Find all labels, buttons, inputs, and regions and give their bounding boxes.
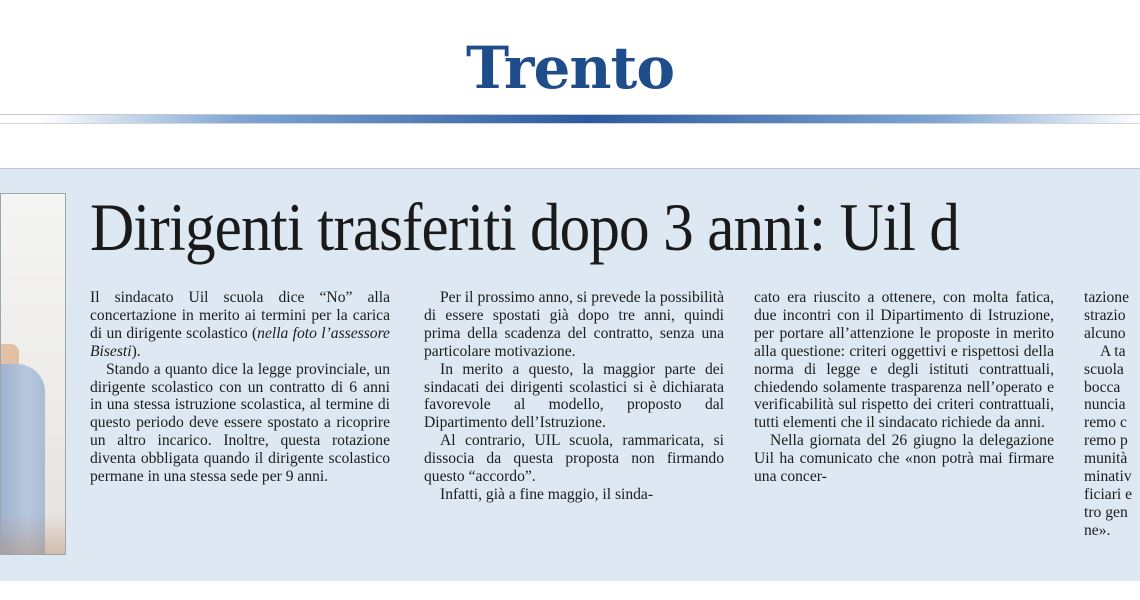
section-title: Trento <box>465 34 675 102</box>
paragraph <box>90 289 390 361</box>
column-line: ficiari e <box>1084 485 1133 503</box>
paragraph: In merito a questo, la maggior parte dei sindacati dei dirigenti scolastici si è dichiarata favorevole al modello, proposto dal Dipartimento dell’Istruzione. <box>424 360 724 432</box>
paragraph-text: Il sindacato Uil scuola dice “No” alla concertazione in merito ai termini per la carica di un dirigente scolastico ( <box>90 289 390 342</box>
column-line: bocca <box>1084 378 1121 396</box>
photo-shade-shape <box>1 514 65 554</box>
column-line: alcuno <box>1084 324 1126 342</box>
paragraph: Al contrario, UIL scuola, rammaricata, si dissocia da questa proposta non firmando questo “accordo”. <box>424 432 724 486</box>
masthead <box>0 0 1140 168</box>
masthead-rule-bottom <box>0 123 1140 124</box>
article-column-3 <box>754 289 1054 486</box>
column-line: remo p <box>1084 432 1128 450</box>
paragraph-text: ). <box>131 342 141 360</box>
article-box <box>0 168 1140 581</box>
article-column-1 <box>90 289 390 486</box>
photo-caption: nella foto l’assessore Bisesti <box>90 324 390 360</box>
paragraph: cato era riuscito a ottenere, con molta fatica, due incontri con il Dipartimento di Istruzione, per portare all’attenzione le proposte in merito alla questione: criteri oggettivi e rispettosi della norma di legge e degli istituti contrattuali, chiedendo solamente trasparenza nell’operato e verificabilità sul rispetto dei criteri contrattuali, tutti elementi che il sindacato richiede da anni. <box>754 289 1054 432</box>
column-line: minativ <box>1084 468 1132 486</box>
masthead-gradient-rule <box>40 115 1140 123</box>
paragraph: Stando a quanto dice la legge provinciale, un dirigente scolastico con un contratto di 6 anni in una stessa istruzione scolastica, al termine di questo periodo deve essere spostato a ricoprire un altro incarico. Inoltre, questa rotazione diventa obbligata quando il dirigente scolastico permane in una stessa sede per 9 anni. <box>90 360 390 486</box>
column-line: strazio <box>1084 306 1126 324</box>
article-headline: Dirigenti trasferiti dopo 3 anni: Uil d <box>90 189 960 265</box>
column-line: ne». <box>1084 521 1111 539</box>
paragraph: Infatti, già a fine maggio, il sinda- <box>440 485 654 503</box>
article-column-2 <box>424 289 724 504</box>
column-line: A ta <box>1100 342 1126 360</box>
column-line: remo c <box>1084 414 1127 432</box>
article-photo <box>0 193 66 555</box>
column-line: nuncia <box>1084 396 1126 414</box>
paragraph: Per il prossimo anno, si prevede la possibilità di essere spostati già dopo tre anni, quindi prima della scadenza del contratto, senza una particolare motivazione. <box>424 289 724 360</box>
column-line: munità <box>1084 450 1128 468</box>
paragraph: Nella giornata del 26 giugno la delegazione Uil ha comunicato che «non potrà mai firmare una concer- <box>754 432 1054 486</box>
column-line: tazione <box>1084 289 1130 306</box>
column-line: tro gen <box>1084 503 1128 521</box>
column-line: scuola <box>1084 360 1124 378</box>
article-column-4 <box>1084 289 1140 540</box>
